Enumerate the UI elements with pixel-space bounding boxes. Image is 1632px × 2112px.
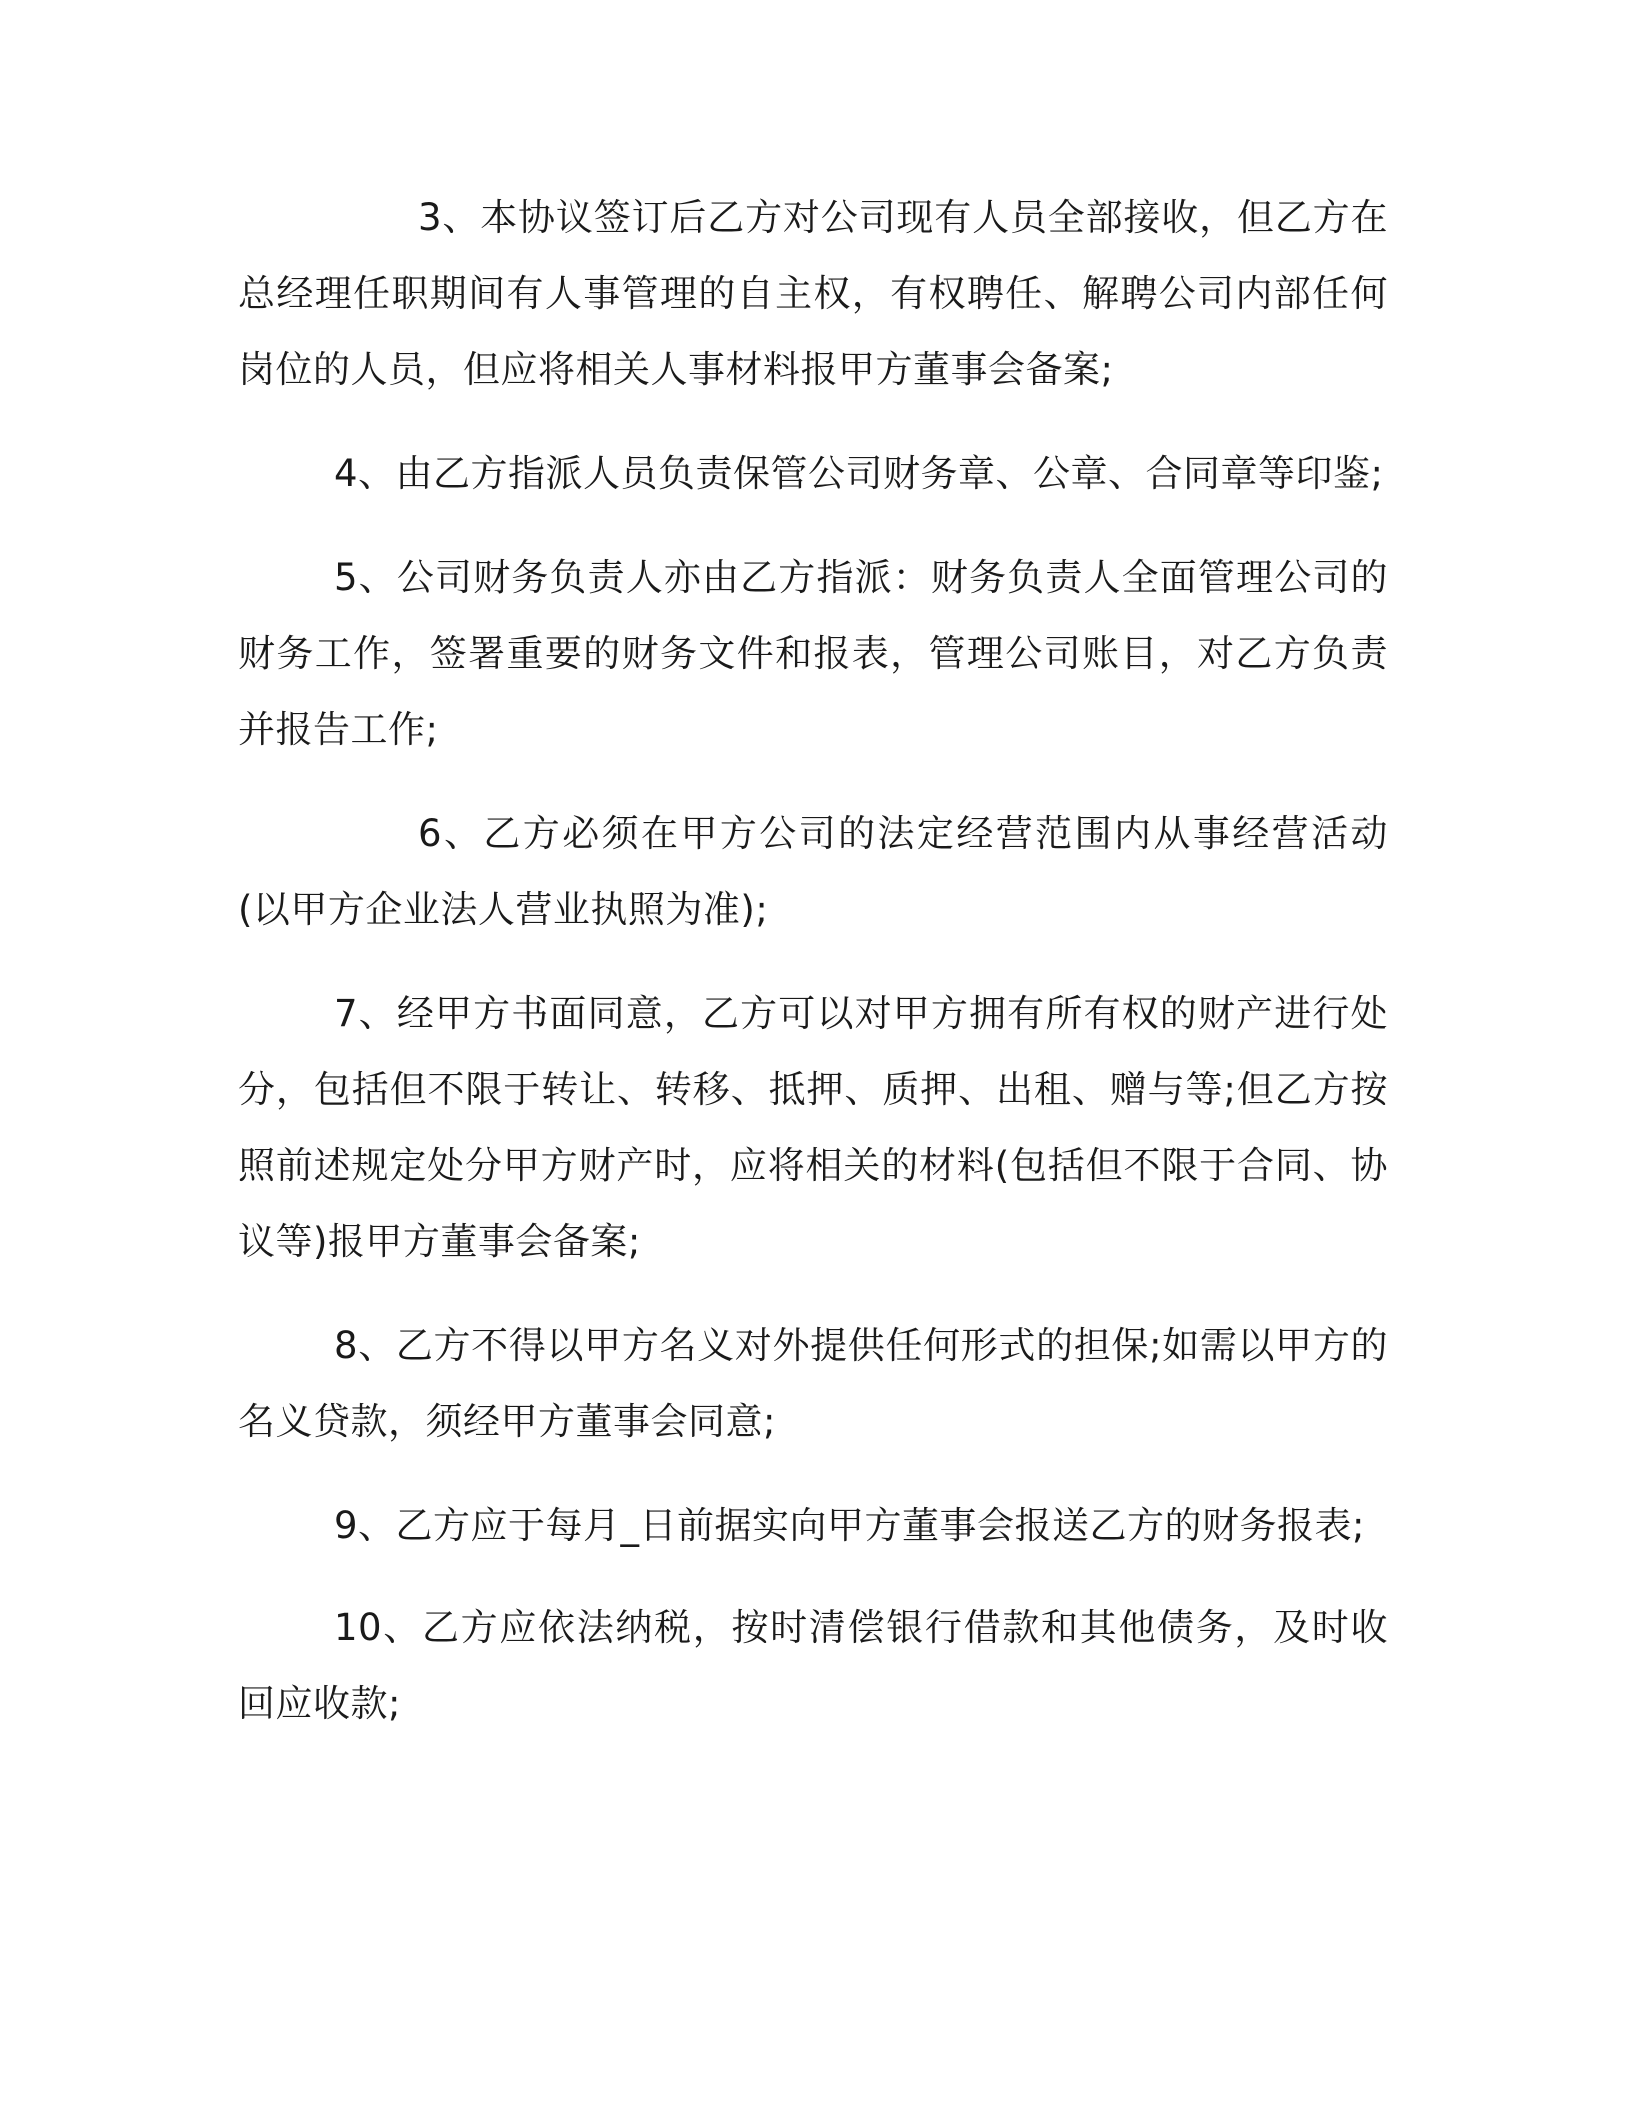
clause-6: 6、乙方必须在甲方公司的法定经营范围内从事经营活动(以甲方企业法人营业执照为准);	[238, 812, 1388, 931]
clause-5: 5、公司财务负责人亦由乙方指派：财务负责人全面管理公司的财务工作，签署重要的财务文件和报表，管理公司账目，对乙方负责并报告工作;	[238, 556, 1388, 751]
clause-8: 8、乙方不得以甲方名义对外提供任何形式的担保;如需以甲方的名义贷款，须经甲方董事会同意;	[238, 1324, 1388, 1443]
clause-10: 10、乙方应依法纳税，按时清偿银行借款和其他债务，及时收回应收款;	[238, 1606, 1388, 1725]
clause-3: 3、本协议签订后乙方对公司现有人员全部接收，但乙方在总经理任职期间有人事管理的自主权，有权聘任、解聘公司内部任何岗位的人员，但应将相关人事材料报甲方董事会备案;	[238, 196, 1388, 391]
clause-9: 9、乙方应于每月_日前据实向甲方董事会报送乙方的财务报表;	[334, 1504, 1366, 1547]
clause-4: 4、由乙方指派人员负责保管公司财务章、公章、合同章等印鉴;	[334, 452, 1384, 495]
clause-7: 7、经甲方书面同意，乙方可以对甲方拥有所有权的财产进行处分，包括但不限于转让、转移、抵押、质押、出租、赠与等;但乙方按照前述规定处分甲方财产时，应将相关的材料(包括但不限于合同、协议等)报甲方董事会备案;	[238, 992, 1388, 1263]
